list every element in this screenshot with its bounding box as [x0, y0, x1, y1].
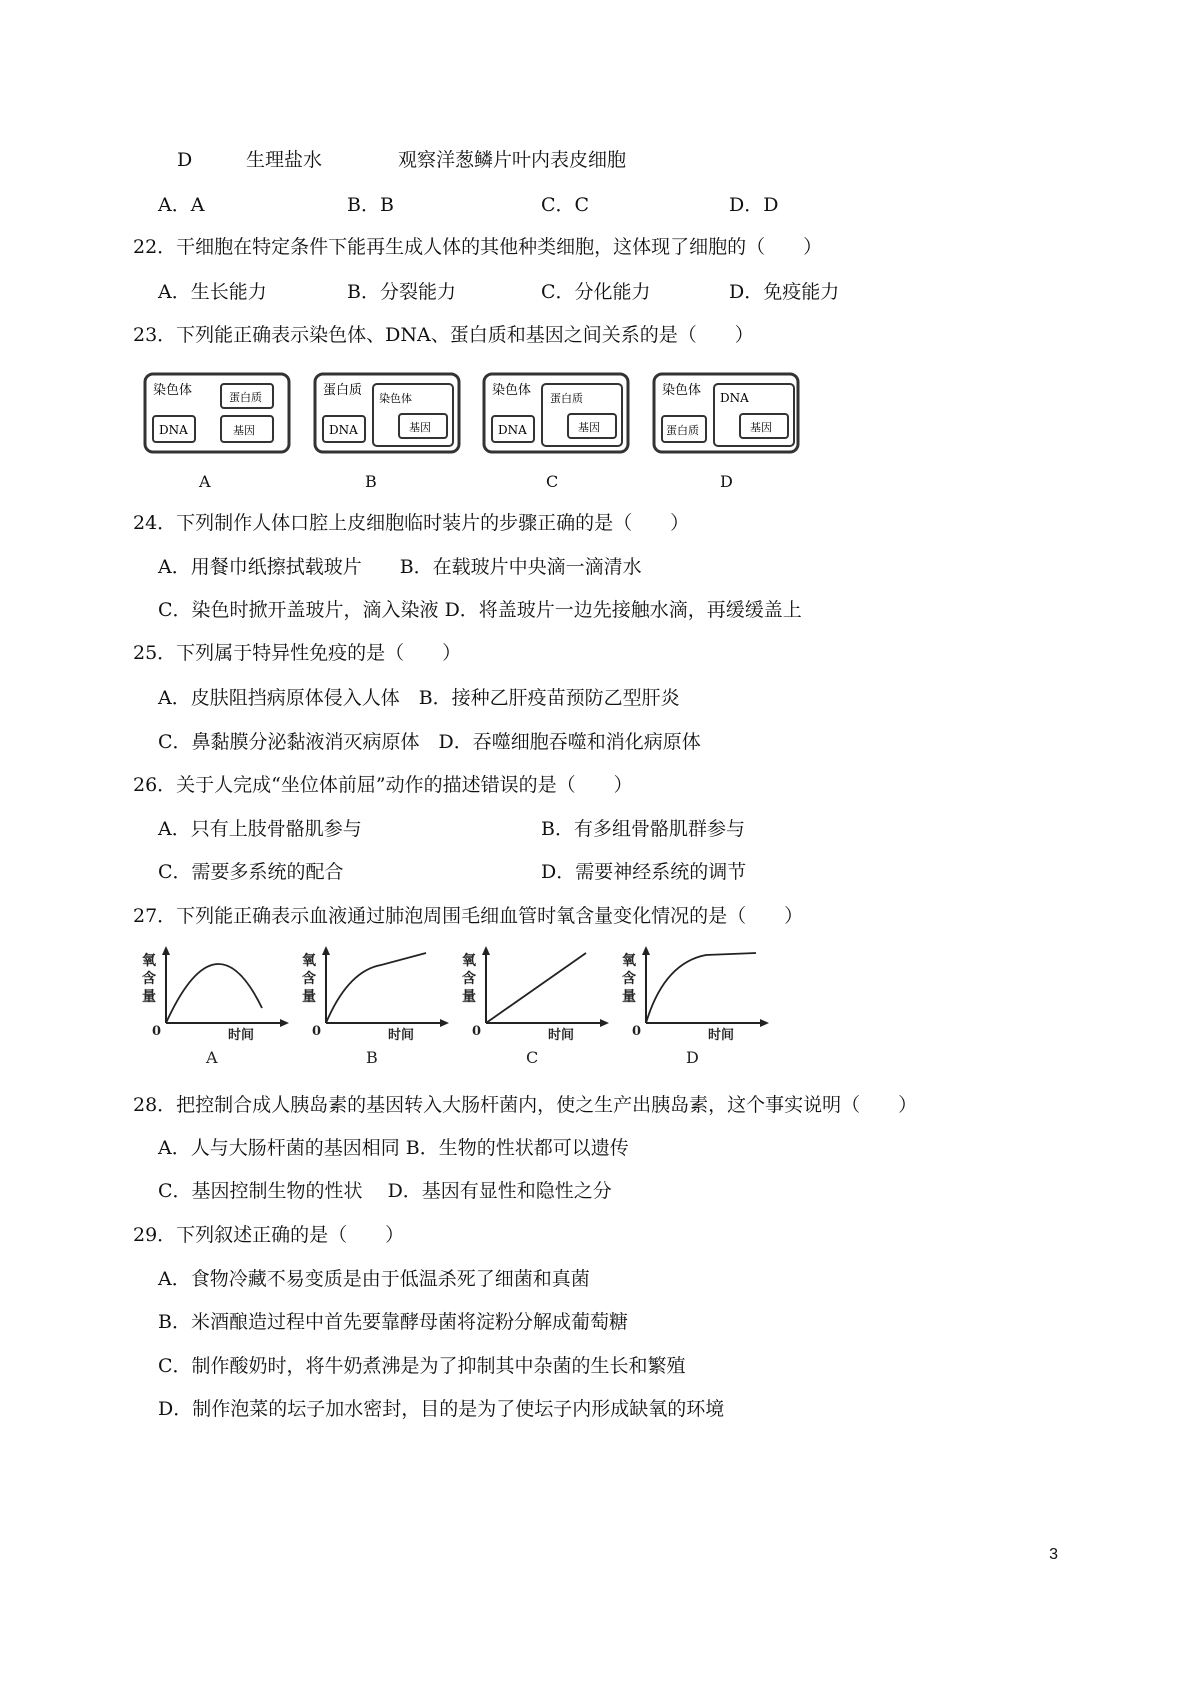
q23-b-box-label-4: 基因 [409, 421, 431, 434]
q22-option-a: A．生长能力 [158, 281, 267, 303]
q26-option-a: A．只有上肢骨骼肌参与 [158, 818, 362, 840]
q29-stem: 29．下列叙述正确的是（ ） [133, 1224, 405, 1246]
q27-graph-origin: 0 [312, 1024, 322, 1039]
q27-graph-x-label: 时间 [548, 1028, 575, 1043]
q23-diagram-c [482, 372, 632, 456]
q23-a-box-label-3: DNA [159, 423, 188, 437]
q29-option-d: D．制作泡菜的坛子加水密封，目的是为了使坛子内形成缺氧的环境 [158, 1398, 725, 1420]
q27-graph-x-arrow [600, 1019, 609, 1027]
q22-option-d: D．免疫能力 [729, 281, 840, 303]
q27-graph-origin: 0 [472, 1024, 482, 1039]
q26-stem: 26．关于人完成“坐位体前屈”动作的描述错误的是（ ） [133, 774, 633, 796]
q23-d-box-label-3: 蛋白质 [666, 424, 699, 437]
q27-graph-x-label: 时间 [228, 1028, 255, 1043]
q22-stem: 22．干细胞在特定条件下能再生成人体的其他种类细胞，这体现了细胞的（ ） [133, 236, 823, 258]
q23-a-box-label-4: 基因 [233, 424, 255, 437]
q27-graph-curve [486, 953, 586, 1023]
q23-c-box-label-3: DNA [498, 423, 527, 437]
q27-graph-curve [326, 953, 426, 1023]
q27-graph-curve [646, 953, 756, 1023]
q23-diagram-c-letter: C [546, 472, 559, 491]
q29-option-b: B．米酒酿造过程中首先要靠酵母菌将淀粉分解成葡萄糖 [158, 1311, 628, 1333]
q27-graph-y-label-char: 含 [462, 971, 476, 987]
q27-graph-letter: B [366, 1048, 378, 1067]
q27-graph-letter: C [526, 1048, 539, 1067]
q23-b-box-label-2: 染色体 [379, 392, 412, 405]
q27-graph-y-arrow [322, 946, 330, 955]
q25-options-line-1: A．皮肤阻挡病原体侵入人体 B．接种乙肝疫苗预防乙型肝炎 [158, 687, 680, 709]
q24-options-line-1: A．用餐巾纸擦拭载玻片 B．在载玻片中央滴一滴清水 [158, 556, 642, 578]
q27-graph-y-label-char: 量 [622, 989, 636, 1005]
q24-stem: 24．下列制作人体口腔上皮细胞临时装片的步骤正确的是（ ） [133, 512, 690, 534]
q23-b-box-label-3: DNA [329, 423, 358, 437]
q27-graph-x-arrow [760, 1019, 769, 1027]
q22-option-b: B．分裂能力 [347, 281, 456, 303]
q23-a-box-label-1: 染色体 [153, 383, 193, 398]
q23-b-box-label-1: 蛋白质 [323, 383, 363, 398]
q27-stem: 27．下列能正确表示血液通过肺泡周围毛细血管时氧含量变化情况的是（ ） [133, 905, 804, 927]
q27-graph-y-label-char: 氧 [622, 953, 636, 969]
q23-diagram-b [313, 372, 463, 456]
q28-options-line-2: C．基因控制生物的性状 D．基因有显性和隐性之分 [158, 1180, 612, 1202]
q23-d-box-label-2: DNA [720, 391, 749, 405]
q22-option-c: C．分化能力 [541, 281, 651, 303]
q27-graph-y-label-char: 量 [142, 989, 156, 1005]
q26-option-b: B．有多组骨骼肌群参与 [541, 818, 745, 840]
q23-c-box-label-1: 染色体 [492, 383, 532, 398]
q23-d-box-label-4: 基因 [750, 421, 772, 434]
q29-option-a: A．食物冷藏不易变质是由于低温杀死了细菌和真菌 [158, 1268, 590, 1290]
q27-graph-x-label: 时间 [708, 1028, 735, 1043]
q21-option-d: D．D [729, 194, 779, 216]
q29-option-c: C．制作酸奶时，将牛奶煮沸是为了抑制其中杂菌的生长和繁殖 [158, 1355, 686, 1377]
q27-graph-x-arrow [280, 1019, 289, 1027]
q27-graph-y-label-char: 氧 [142, 953, 156, 969]
q27-graph-letter: D [686, 1048, 699, 1067]
q23-stem: 23．下列能正确表示染色体、DNA、蛋白质和基因之间关系的是（ ） [133, 324, 754, 346]
q23-diagram-a [143, 372, 293, 456]
q23-diagram-d [652, 372, 802, 456]
q27-graph-y-label-char: 含 [142, 971, 156, 987]
q23-c-box-label-2: 蛋白质 [550, 392, 583, 405]
q28-stem: 28．把控制合成人胰岛素的基因转入大肠杆菌内，使之生产出胰岛素，这个事实说明（ ） [133, 1094, 918, 1116]
q27-graphs [140, 945, 780, 1075]
q27-graph-y-arrow [162, 946, 170, 955]
q27-graphs-svg [140, 945, 780, 1075]
q27-graph-origin: 0 [632, 1024, 642, 1039]
q25-options-line-2: C．鼻黏膜分泌黏液消灭病原体 D．吞噬细胞吞噬和消化病原体 [158, 731, 701, 753]
q23-a-box-label-2: 蛋白质 [229, 391, 262, 404]
table-row-d-experiment: 观察洋葱鳞片叶内表皮细胞 [398, 149, 627, 171]
q27-graph-y-label-char: 氧 [462, 953, 476, 969]
q27-graph-y-label-char: 量 [302, 989, 316, 1005]
q27-graph-y-arrow [482, 946, 490, 955]
q21-option-a: A．A [158, 194, 205, 216]
table-row-d-reagent: 生理盐水 [246, 149, 323, 171]
q23-diagram-d-letter: D [720, 472, 733, 491]
q27-graph-origin: 0 [152, 1024, 162, 1039]
q27-graph-x-label: 时间 [388, 1028, 415, 1043]
q21-option-b: B．B [347, 194, 394, 216]
q26-option-c: C．需要多系统的配合 [158, 861, 344, 883]
q28-options-line-1: A．人与大肠杆菌的基因相同 B．生物的性状都可以遗传 [158, 1137, 629, 1159]
q27-graph-y-label-char: 量 [462, 989, 476, 1005]
q27-graph-y-label-char: 含 [302, 971, 316, 987]
q23-d-box-label-1: 染色体 [662, 383, 702, 398]
page-number: 3 [1049, 1546, 1058, 1563]
q27-graph-x-arrow [440, 1019, 449, 1027]
q27-graph-letter: A [206, 1048, 218, 1067]
q24-options-line-2: C．染色时掀开盖玻片，滴入染液 D．将盖玻片一边先接触水滴，再缓缓盖上 [158, 599, 802, 621]
q23-c-box-label-4: 基因 [578, 421, 600, 434]
table-row-d-option: D [177, 149, 193, 171]
q27-graph-y-label-char: 含 [622, 971, 636, 987]
q27-graph-curve [166, 964, 262, 1023]
q21-option-c: C．C [541, 194, 590, 216]
q25-stem: 25．下列属于特异性免疫的是（ ） [133, 642, 462, 664]
q23-diagram-b-letter: B [365, 472, 377, 491]
q23-diagram-a-letter: A [199, 472, 211, 491]
q27-graph-y-label-char: 氧 [302, 953, 316, 969]
q26-option-d: D．需要神经系统的调节 [541, 861, 747, 883]
q27-graph-y-arrow [642, 946, 650, 955]
